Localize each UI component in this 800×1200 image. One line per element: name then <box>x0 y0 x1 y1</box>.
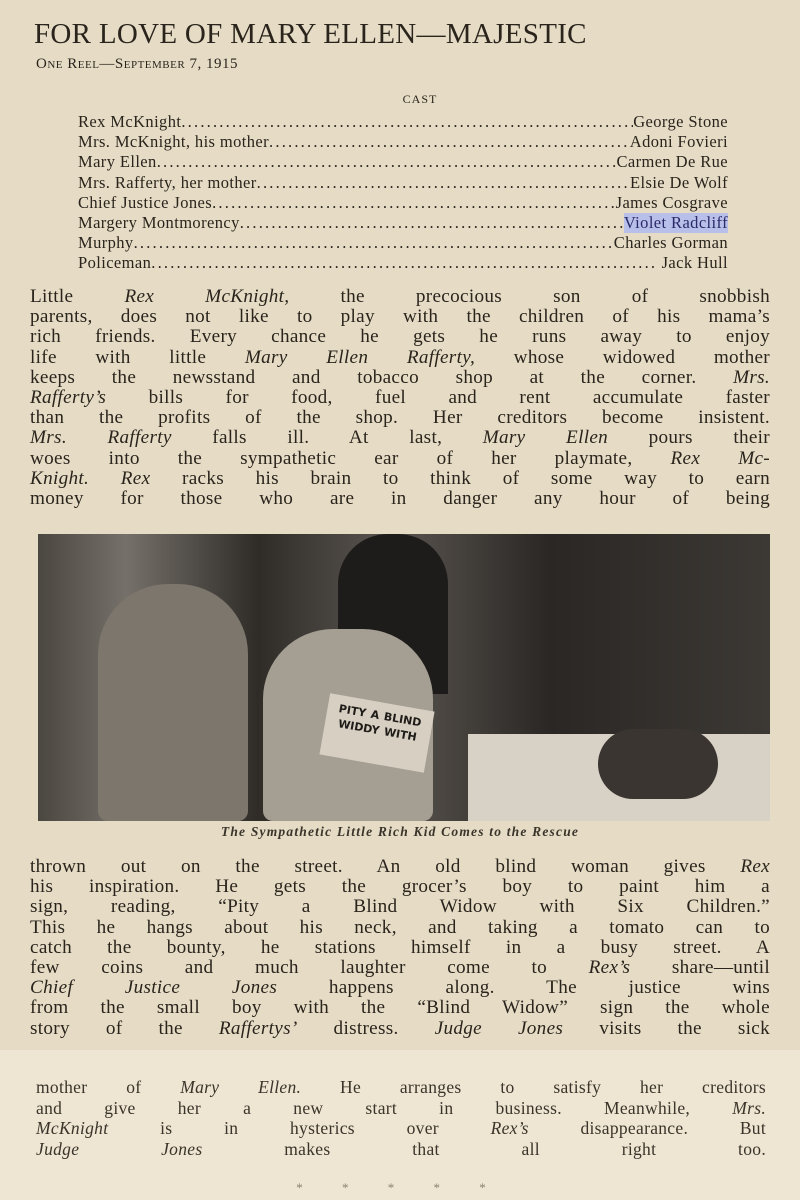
text-run: mother of <box>36 1077 181 1097</box>
article-title: FOR LOVE OF MARY ELLEN—MAJESTIC <box>34 18 587 50</box>
paragraph-3 <box>36 1077 766 1159</box>
text-run: few coins and much laughter come to <box>30 956 589 978</box>
text-run: the precocious son of snobbish <box>289 286 770 307</box>
text-run: bills for food, fuel and rent accumulate faster <box>106 386 770 408</box>
text-run: keeps the newsstand and tobacco shop at the corner. <box>30 366 734 388</box>
italic-name: Judge Jones <box>36 1138 203 1159</box>
text-line <box>30 348 770 368</box>
cast-actor: Adoni Fovieri <box>629 132 728 152</box>
text-run: story of the <box>30 1017 219 1039</box>
text-line <box>30 1019 770 1039</box>
cast-role: Murphy <box>78 233 134 253</box>
cast-role: Policeman <box>78 253 152 273</box>
text-run: pours their <box>608 427 770 449</box>
text-line <box>36 1139 766 1160</box>
leader-dots <box>212 193 616 213</box>
italic-name: Mrs. <box>732 1097 766 1118</box>
cast-row <box>78 132 728 152</box>
text-run: than the profits of the shop. Her creditors become insistent. <box>30 407 770 429</box>
text-run: whose widowed mother <box>475 346 770 368</box>
text-line <box>30 307 770 327</box>
text-run: visits the sick <box>563 1017 770 1039</box>
italic-name: Chief Justice Jones <box>30 977 278 999</box>
cast-row <box>78 253 728 273</box>
cast-row <box>78 233 728 253</box>
cast-role: Mrs. McKnight, his mother <box>78 132 270 152</box>
italic-name: Judge Jones <box>434 1017 564 1039</box>
leader-dots <box>134 233 614 253</box>
italic-name: Rex Mc- <box>670 447 770 469</box>
text-run <box>89 468 121 489</box>
cast-actor: Charles Gorman <box>613 233 728 253</box>
text-line <box>30 489 770 509</box>
cast-role: Mrs. Rafferty, her mother <box>78 172 257 192</box>
text-run: racks his brain to think of some way to earn <box>150 467 770 489</box>
text-run: is in hysterics over <box>108 1118 491 1138</box>
leader-dots <box>181 112 633 132</box>
italic-name: Mary Ellen Rafferty, <box>244 346 476 368</box>
italic-name: Rex <box>740 856 770 877</box>
text-line <box>30 978 770 998</box>
italic-name: Mary Ellen. <box>180 1077 302 1097</box>
cast-heading: CAST <box>402 92 438 106</box>
text-run: and give her a new start in business. Meanwhile, <box>36 1097 733 1118</box>
text-line <box>30 408 770 428</box>
italic-name: Mrs. <box>733 366 770 388</box>
release-info: One Reel—September 7, 1915 <box>36 56 238 72</box>
italic-name: Rex’s <box>588 956 631 978</box>
text-run: rich friends. Every chance he gets he runs away to enjoy <box>30 326 770 348</box>
cast-role: Chief Justice Jones <box>78 192 213 212</box>
italic-name: Rex McKnight, <box>124 286 290 307</box>
text-line <box>36 1118 766 1139</box>
leader-dots <box>157 152 617 172</box>
cast-role: Margery Montmorency <box>78 212 240 232</box>
text-run: his inspiration. He gets the grocer’s boy to paint him a <box>30 876 770 898</box>
cast-row <box>78 112 728 132</box>
text-run: makes that all right too. <box>202 1138 766 1159</box>
photo-figure-mother <box>598 729 718 799</box>
text-line <box>30 857 770 877</box>
text-run: Little <box>30 286 125 307</box>
text-line <box>30 958 770 978</box>
cast-row <box>78 152 728 172</box>
text-run: falls ill. At last, <box>171 427 483 449</box>
leader-dots <box>151 253 661 273</box>
text-run: woes into the sympathetic ear of her playmate, <box>30 447 671 469</box>
text-line <box>30 388 770 408</box>
italic-name: Mrs. Rafferty <box>30 427 172 449</box>
italic-name: McKnight <box>36 1118 109 1138</box>
cast-role: Rex McKnight <box>78 112 182 131</box>
cast-actor: George Stone <box>633 112 728 131</box>
cast-actor: Carmen De Rue <box>616 152 728 172</box>
text-line <box>30 327 770 347</box>
paragraph-1 <box>30 287 770 509</box>
cast-actor: Jack Hull <box>661 253 728 273</box>
leader-dots <box>257 173 630 193</box>
cast-row <box>78 193 728 213</box>
text-run: happens along. The justice wins <box>277 977 771 999</box>
cast-actor: Violet Radcliff <box>623 212 728 232</box>
leader-dots <box>269 132 630 152</box>
text-line <box>30 918 770 938</box>
italic-name: Rex’s <box>490 1118 529 1138</box>
text-run: This he hangs about his neck, and taking a tomato can to <box>30 916 770 938</box>
text-run: parents, does not like to play with the children of his mama’s <box>30 306 770 328</box>
text-line <box>30 897 770 917</box>
cast-role: Mary Ellen <box>78 152 157 172</box>
cast-list <box>78 112 728 274</box>
text-run: money for those who are in danger any hour of being <box>30 487 770 509</box>
cast-row <box>78 213 728 233</box>
italic-name: Mary Ellen <box>482 427 609 449</box>
text-run: life with little <box>30 346 245 368</box>
italic-name: Rex <box>120 467 151 489</box>
text-run: sign, reading, “Pity a Blind Widow with Six Children.” <box>30 896 770 918</box>
photo-sign: PITY A BLIND WIDDY WITH <box>319 693 434 772</box>
text-line <box>30 469 770 489</box>
leader-dots <box>240 213 624 233</box>
text-line <box>36 1077 766 1098</box>
italic-name: Raffertys’ <box>218 1017 298 1039</box>
text-run: thrown out on the street. An old blind woman gives <box>30 856 741 877</box>
film-still-photo <box>38 534 770 821</box>
italic-name: Knight. <box>30 467 90 489</box>
text-line <box>30 287 770 307</box>
text-run: disappearance. But <box>528 1118 767 1138</box>
text-line <box>30 449 770 469</box>
text-run: share—until <box>630 956 770 978</box>
text-line <box>30 877 770 897</box>
paragraph-2 <box>30 857 770 1039</box>
photo-figure-girl <box>98 584 248 821</box>
text-line <box>36 1098 766 1119</box>
cast-actor: James Cosgrave <box>615 192 728 212</box>
text-run: catch the bounty, he stations himself in a busy street. A <box>30 936 770 958</box>
text-run: He arranges to satisfy her creditors <box>301 1077 766 1097</box>
text-line <box>30 998 770 1018</box>
cast-row <box>78 173 728 193</box>
italic-name: Rafferty’s <box>30 386 107 408</box>
text-line <box>30 938 770 958</box>
photo-caption: The Sympathetic Little Rich Kid Comes to the Rescue <box>220 824 580 839</box>
text-run: from the small boy with the “Blind Widow” sign the whole <box>30 997 770 1019</box>
text-line <box>30 368 770 388</box>
cast-actor: Elsie De Wolf <box>630 172 728 192</box>
text-run: distress. <box>297 1017 435 1039</box>
text-line <box>30 428 770 448</box>
end-ornament: * * * * * <box>296 1180 504 1195</box>
